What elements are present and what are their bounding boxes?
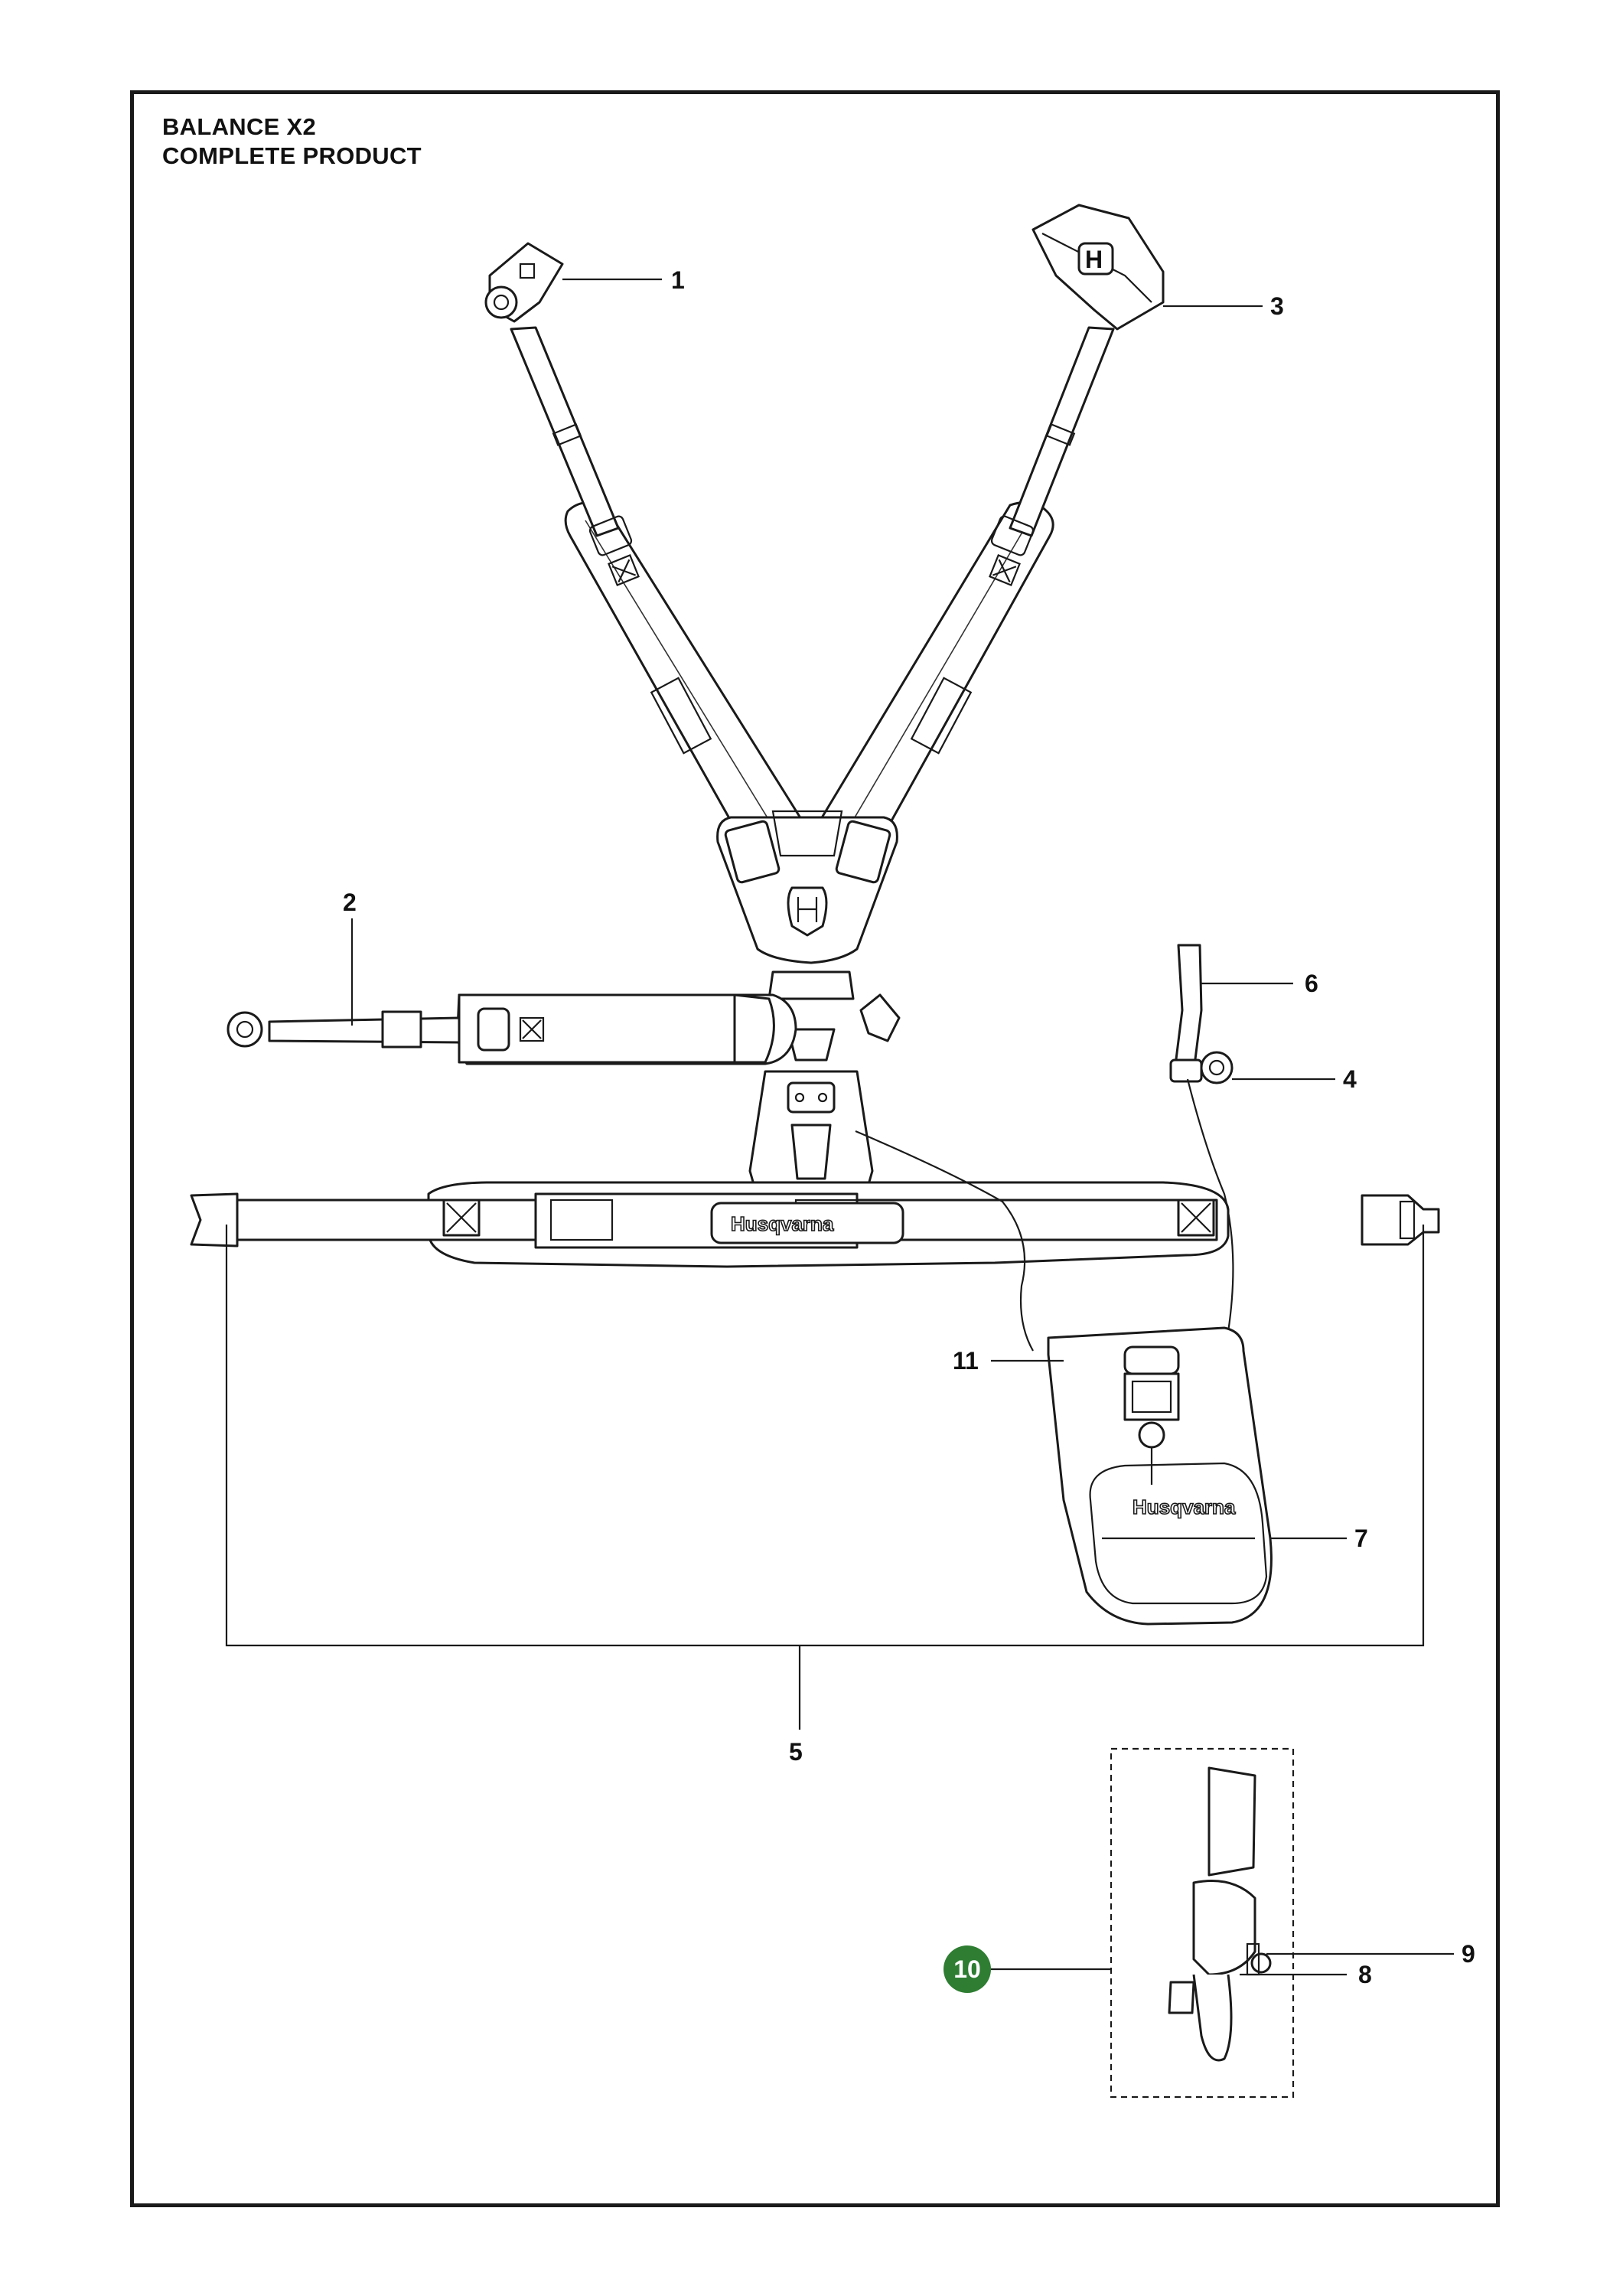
svg-text:H: H bbox=[1085, 246, 1103, 273]
diagram-title-line-2: COMPLETE PRODUCT bbox=[162, 142, 422, 169]
callout-7: 7 bbox=[1354, 1525, 1368, 1552]
callout-10: 10 bbox=[953, 1955, 981, 1983]
callout-4: 4 bbox=[1343, 1065, 1357, 1093]
part-1-shoulder-clip bbox=[486, 243, 562, 321]
callout-9: 9 bbox=[1462, 1940, 1475, 1968]
callout-11: 11 bbox=[953, 1347, 979, 1375]
callout-5: 5 bbox=[789, 1738, 803, 1766]
part-3-shoulder-cover bbox=[1033, 205, 1163, 329]
part-2-sternum-strap bbox=[228, 995, 796, 1064]
callout-2: 2 bbox=[343, 889, 357, 916]
diagram-title-line-1: BALANCE X2 bbox=[162, 113, 317, 140]
callout-1: 1 bbox=[671, 266, 685, 294]
left-shoulder-pad bbox=[565, 502, 805, 846]
part-6-hanger-strap bbox=[1175, 945, 1201, 1071]
callout-8: 8 bbox=[1358, 1961, 1372, 1988]
part-5-waist-belt bbox=[191, 1182, 1439, 1267]
callout-6: 6 bbox=[1305, 970, 1318, 997]
belt-brand-logo: Husqvarna bbox=[731, 1212, 834, 1235]
callout-3: 3 bbox=[1270, 292, 1284, 320]
part-10-hook-assembly bbox=[1169, 1768, 1270, 2060]
holder-brand-logo: Husqvarna bbox=[1133, 1495, 1236, 1518]
part-7-hip-holder bbox=[1048, 1328, 1271, 1624]
